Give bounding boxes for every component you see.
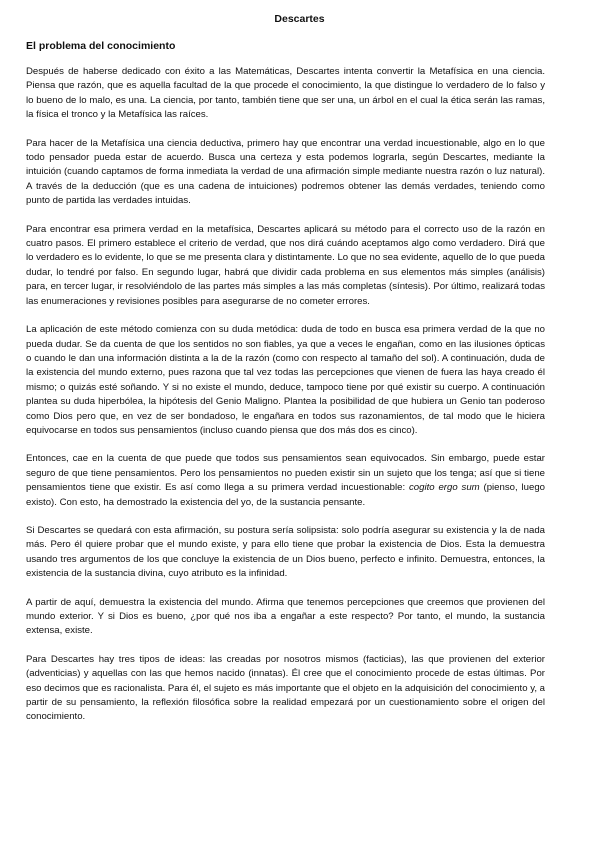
paragraph-4: La aplicación de este método comienza con su duda metódica: duda de todo en busca esa primera verdad de la que no pueda dudar. Se da cuenta de que los sentidos no son fiables, ya que a veces le engañan, como en las ilusiones ópticas o cuando le dan una información distinta a la de la razón (como con respecto al tamaño del sol). A continuación, duda de la existencia del mundo externo, pues razona que tal vez todas las percepciones que vienen de fuera las haya creado él mismo; o quizás esté soñando. Y si no existe el mundo, deduce, tampoco tiene por qué existir su cuerpo. A continuación plantea su duda hiperbólea, la hipótesis del Genio Maligno. Plantea la posibilidad de que hubiera un Genio tan poderoso como Dios pero que, en vez de ser bondadoso, le engañara en todos sus razonamientos, de tal modo que le hiciera equivocarse en todos sus pensamientos (incluso cuando piensa que dos más dos es cinco). (26, 324, 545, 436)
paragraph-5-text-after: (pienso, luego existo). Con esto, ha demostrado la existencia del yo, de la sustancia pensante. (26, 482, 545, 508)
paragraph-3: Para encontrar esa primera verdad en la metafísica, Descartes aplicará su método para el correcto uso de la razón en cuatro pasos. El primero establece el criterio de verdad, que nos dirá cuándo aceptamos algo como verdadero. Dirá que lo verdadero es lo evidente, lo que se me presenta clara y distintamente. Lo que no sea evidente, aquello de lo que pueda dudar, lo tendré por falso. En segundo lugar, habrá que dividir cada problema en sus elementos más simples (análisis) para, en tercer lugar, ir resolviéndolo de las partes más simples a las más completas (síntesis). Por último, realizará todas las enumeraciones y revisiones posibles para asegurarse de no cometer errores. (26, 223, 545, 307)
paragraph-6: Si Descartes se quedará con esta afirmación, su postura sería solipsista: solo podría asegurar su existencia y la de nada más. Pero él quiere probar que el mundo existe, y para ello tiene que probar la existencia de Dios. Esta la demuestra usando tres argumentos de los que concluye la existencia de un Dios bueno, perfecto e infinito. Demuestra, entonces, la existencia de la sustancia divina, cuyo atributo es la infinidad. (26, 524, 545, 580)
paragraph-5 (26, 452, 545, 510)
section-heading: El problema del conocimiento (26, 40, 176, 52)
paragraph-5-text-before: Entonces, cae en la cuenta de que puede que todos sus pensamientos sean equivocados. Sin embargo, puede estar seguro de que tiene pensamientos. Pero los pensamientos no pueden existir sin un sujeto que los tenga; así que si tiene pensamientos tiene que existir. Es así como llega a su primera verdad incuestionable: (26, 453, 545, 494)
paragraph-2: Para hacer de la Metafísica una ciencia deductiva, primero hay que encontrar una verdad incuestionable, algo en lo que todo pensador pueda estar de acuerdo. Busca una certeza y esta podemos lograrla, según Descartes, mediante la intuición (cuando captamos de forma inmediata la verdad de una afirmación simple mediante nuestra razón o luz natural). A través de la deducción (que es una cadena de intuiciones) podremos obtener las demás verdades, teniendo como punto de partida las verdades intuidas. (26, 137, 545, 207)
cogito-phrase: cogito ergo sum (409, 482, 480, 494)
paragraph-8: Para Descartes hay tres tipos de ideas: las creadas por nosotros mismos (facticias), las que provienen del exterior (adventicias) y aquellas con las que hemos nacido (innatas). Él cree que el conocimiento procede de estas últimas. Por eso decimos que es racionalista. Para él, el sujeto es más importante que el objeto en la adquisición del conocimiento y, a partir de su pensamiento, la reflexión filosófica sobre la realidad empezará por un cuestionamiento sobre el origen del conocimiento. (26, 653, 545, 723)
document-title: Descartes (274, 13, 325, 25)
paragraph-1: Después de haberse dedicado con éxito a las Matemáticas, Descartes intenta convertir la Metafísica en una ciencia. Piensa que razón, que es aquella facultad de la que procede el conocimiento, la que distingue lo verdadero de lo falso y lo bueno de lo malo, es una. La ciencia, por tanto, también tiene que ser una, un árbol en el cual la ética serán las ramas, la física el tronco y la Metafísica las raíces. (26, 66, 545, 121)
paragraph-7: A partir de aquí, demuestra la existencia del mundo. Afirma que tenemos percepciones que creemos que provienen del mundo exterior. Y si Dios es bueno, ¿por qué nos iba a engañar a este respecto? Por tanto, el mundo, la sustancia extensa, existe. (26, 596, 545, 637)
